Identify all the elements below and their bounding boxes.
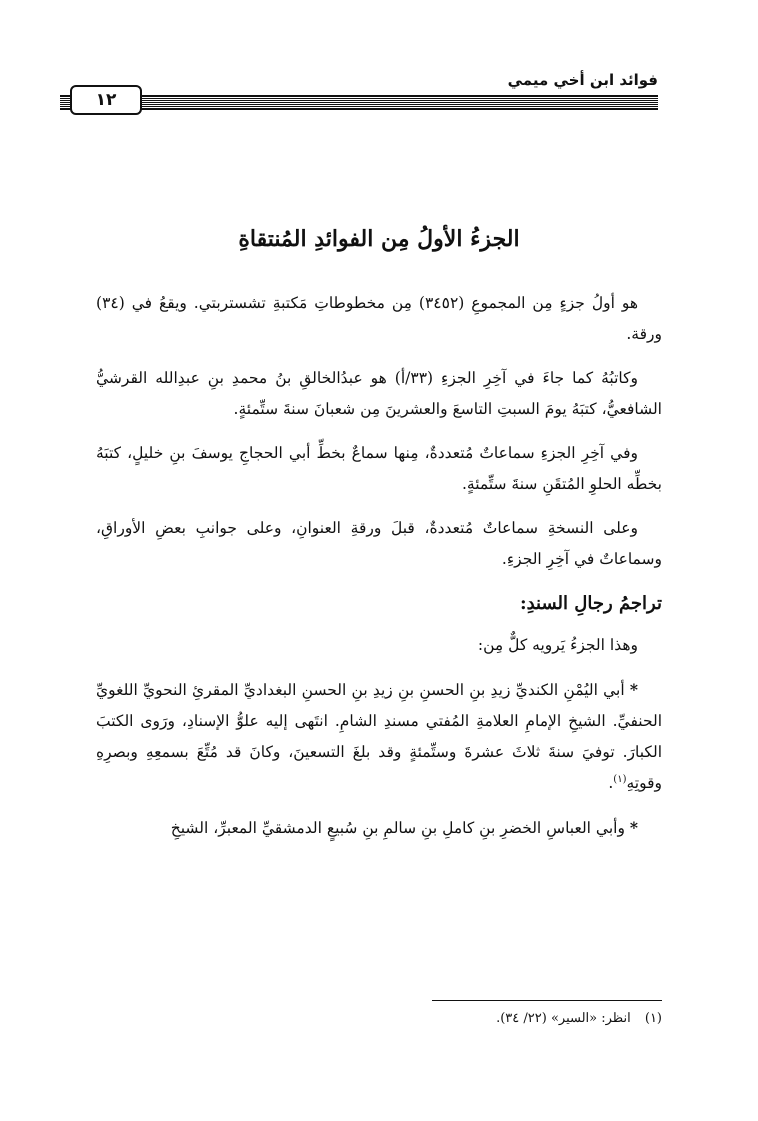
biography-tail: . [608, 774, 614, 792]
section-heading: تراجمُ رجالِ السندِ: [519, 593, 662, 614]
paragraph: وكاتبُهُ كما جاءَ في آخِرِ الجزءِ (٣٣/أ) هو عبدُالخالقِ بنُ محمدِ بنِ عبدِالله القرشيُّ الشافعيُّ، كتبَهُ يومَ السبتِ التاسعَ والعشرينَ مِن شعبانَ سنةَ ستِّمئةٍ. [96, 369, 662, 418]
main-text [96, 288, 662, 857]
biography-text: أبي اليُمْنِ الكنديِّ زيدِ بنِ الحسنِ بنِ زيدِ بنِ الحسنِ البغداديِّ المقرئِ النحويِّ اللغويِّ الحنفيِّ. الشيخِ الإمامِ العلامةِ المُفتي مسندِ الشامِ. انتَهى إليه علوُّ الإسنادِ، ورَوى الكتبَ الكبارَ. توفيَ سنةَ ثلاثَ عشرةَ وستِّمئةٍ وقد بلغَ التسعينَ، وكانَ قد مُتِّعَ بسمعِهِ وبصرِهِ وقوتِهِ [96, 681, 662, 792]
biography-entry [96, 812, 662, 844]
biography-entry [96, 674, 662, 799]
paragraph: هو أولُ جزءٍ مِن المجموعِ (٣٤٥٢) مِن مخطوطاتِ مَكتبةِ تشستربتي. ويقعُ في (٣٤) ورقة. [96, 294, 662, 343]
intro-line: وهذا الجزءُ يَرويه كلٌّ مِن: [477, 636, 638, 654]
chapter-title: الجزءُ الأولُ مِن الفوائدِ المُنتقاةِ [238, 226, 520, 252]
biography-text: وأبي العباسِ الخضرِ بنِ كاملِ بنِ سالمِ بنِ سُبيعٍ الدمشقيِّ المعبرِّ، الشيخِ [170, 819, 625, 837]
footnote-separator [432, 1000, 662, 1001]
page-number: ١٢ [70, 85, 142, 115]
paragraph: وعلى النسخةِ سماعاتٌ مُتعددةٌ، قبلَ ورقةِ العنوانِ، وعلى جوانبِ بعضِ الأوراقِ، وسماعاتٌ في آخِرِ الجزءِ. [96, 519, 662, 568]
asterisk-marker: * [629, 818, 638, 837]
paragraph: وفي آخِرِ الجزءِ سماعاتٌ مُتعددةٌ، مِنها سماعٌ بخطِّ أبي الحجاجِ يوسفَ بنِ خليلٍ، كتبَهُ بخطِّه الحلوِ المُتقَنِ سنةَ ستِّمئةٍ. [96, 444, 662, 493]
header-rule [60, 95, 658, 110]
footnote-reference[interactable]: (١) [613, 773, 627, 785]
footnote-text: انظر: «السير» (٢٢/ ٣٤). [496, 1011, 631, 1026]
footnote-number: (١) [644, 1011, 662, 1026]
running-title: فوائد ابن أخي ميمي [507, 71, 658, 89]
asterisk-marker: * [629, 680, 638, 699]
page-header [60, 62, 658, 122]
footnote [96, 1006, 662, 1032]
